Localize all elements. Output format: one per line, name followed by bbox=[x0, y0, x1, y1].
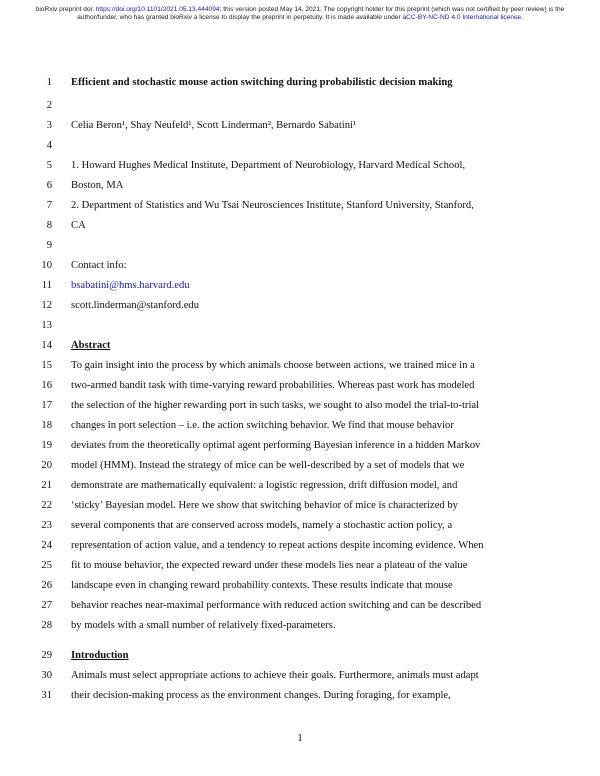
manuscript-line bbox=[0, 438, 600, 454]
manuscript-line bbox=[0, 498, 600, 514]
line-number: 25 bbox=[41, 560, 52, 571]
line-number: 4 bbox=[46, 140, 52, 151]
manuscript-line bbox=[0, 158, 600, 174]
manuscript-line bbox=[0, 318, 600, 334]
manuscript-line bbox=[0, 118, 600, 134]
author-list: Celia Beron¹, Shay Neufeld¹, Scott Linderman², Bernardo Sabatini¹ bbox=[71, 120, 357, 131]
line-text: 2. Department of Statistics and Wu Tsai Neurosciences Institute, Stanford University, Stanford, bbox=[71, 200, 474, 211]
line-text: Boston, MA bbox=[71, 180, 124, 191]
preprint-header bbox=[20, 6, 580, 22]
line-number: 5 bbox=[46, 160, 52, 171]
header-text-2: ; this version posted May 14, 2021. The copyright holder for this preprint (which was not certified by peer review) is the author/funder, who has granted bioRxiv a license to display the preprint in perpetuity. It is made available under a bbox=[77, 6, 565, 21]
manuscript-line bbox=[0, 218, 600, 234]
line-text: Contact info: bbox=[71, 260, 127, 271]
line-text: model (HMM). Instead the strategy of mice can be well-described by a set of models that we bbox=[71, 460, 465, 471]
line-text: two-armed bandit task with time-varying reward probabilities. Whereas past work has modeled bbox=[71, 380, 475, 391]
line-number: 9 bbox=[46, 240, 52, 251]
line-number: 20 bbox=[41, 460, 52, 471]
line-text: CA bbox=[71, 220, 86, 231]
manuscript-line bbox=[0, 178, 600, 194]
manuscript-line bbox=[0, 378, 600, 394]
line-text: fit to mouse behavior, the expected reward under these models lies near a plateau of the value bbox=[71, 560, 468, 571]
manuscript-line bbox=[0, 578, 600, 594]
manuscript-line bbox=[0, 558, 600, 574]
line-text: Animals must select appropriate actions to achieve their goals. Furthermore, animals must adapt bbox=[71, 670, 479, 681]
line-number: 12 bbox=[41, 300, 52, 311]
line-text: demonstrate are mathematically equivalent: a logistic regression, drift diffusion model, and bbox=[71, 480, 458, 491]
contact-email-link[interactable]: bsabatini@hms.harvard.edu bbox=[71, 280, 190, 291]
manuscript-line bbox=[0, 278, 600, 294]
line-number: 19 bbox=[41, 440, 52, 451]
manuscript-line bbox=[0, 198, 600, 214]
line-number: 2 bbox=[46, 100, 52, 111]
line-number: 17 bbox=[41, 400, 52, 411]
manuscript-line bbox=[0, 338, 600, 354]
line-number: 31 bbox=[41, 690, 52, 701]
line-number: 15 bbox=[41, 360, 52, 371]
manuscript-line bbox=[0, 98, 600, 114]
line-number: 29 bbox=[41, 650, 52, 661]
manuscript-line bbox=[0, 238, 600, 254]
line-number: 8 bbox=[46, 220, 52, 231]
manuscript-line bbox=[0, 478, 600, 494]
line-text: representation of action value, and a tendency to repeat actions despite incoming evidence. When bbox=[71, 540, 484, 551]
manuscript-line bbox=[0, 598, 600, 614]
line-number: 30 bbox=[41, 670, 52, 681]
line-text: their decision-making process as the environment changes. During foraging, for example, bbox=[71, 690, 451, 701]
line-text: ‘sticky’ Bayesian model. Here we show that switching behavior of mice is characterized by bbox=[71, 500, 458, 511]
manuscript-line bbox=[0, 648, 600, 664]
line-text: the selection of the higher rewarding port in such tasks, we sought to also model the trial-to-trial bbox=[71, 400, 480, 411]
paper-title: Efficient and stochastic mouse action switching during probabilistic decision making bbox=[71, 77, 453, 88]
manuscript-line bbox=[0, 358, 600, 374]
manuscript-line bbox=[0, 298, 600, 314]
line-number: 27 bbox=[41, 600, 52, 611]
line-number: 3 bbox=[46, 120, 52, 131]
line-text: several components that are conserved across models, namely a stochastic action policy, a bbox=[71, 520, 453, 531]
manuscript-line bbox=[0, 538, 600, 554]
page-number: 1 bbox=[297, 733, 303, 744]
line-number: 7 bbox=[46, 200, 52, 211]
introduction-heading: Introduction bbox=[71, 650, 129, 661]
line-number: 22 bbox=[41, 500, 52, 511]
line-text: deviates from the theoretically optimal agent performing Bayesian inference in a hidden Markov bbox=[71, 440, 481, 451]
contact-email-text: scott.linderman@stanford.edu bbox=[71, 300, 200, 311]
line-text: To gain insight into the process by which animals choose between actions, we trained mice in a bbox=[71, 360, 475, 371]
line-text: behavior reaches near-maximal performance with reduced action switching and can be described bbox=[71, 600, 482, 611]
manuscript-line bbox=[0, 688, 600, 704]
line-number: 21 bbox=[41, 480, 52, 491]
manuscript-line bbox=[0, 458, 600, 474]
manuscript-line bbox=[0, 518, 600, 534]
line-number: 28 bbox=[41, 620, 52, 631]
line-text: 1. Howard Hughes Medical Institute, Department of Neurobiology, Harvard Medical School, bbox=[71, 160, 466, 171]
manuscript-line bbox=[0, 618, 600, 634]
line-text: landscape even in changing reward probability contexts. These results indicate that mouse bbox=[71, 580, 453, 591]
manuscript-line bbox=[0, 668, 600, 684]
manuscript-line bbox=[0, 398, 600, 414]
line-number: 26 bbox=[41, 580, 52, 591]
line-number: 18 bbox=[41, 420, 52, 431]
manuscript-line bbox=[0, 138, 600, 154]
manuscript-line bbox=[0, 258, 600, 274]
line-number: 14 bbox=[41, 340, 52, 351]
line-number: 10 bbox=[41, 260, 52, 271]
line-number: 6 bbox=[46, 180, 52, 191]
abstract-heading: Abstract bbox=[71, 340, 111, 351]
header-text-1: bioRxiv preprint doi: bbox=[35, 6, 96, 13]
line-number: 24 bbox=[41, 540, 52, 551]
line-text: by models with a small number of relatively fixed-parameters. bbox=[71, 620, 336, 631]
header-text-3: . bbox=[521, 14, 523, 21]
doi-link[interactable]: https://doi.org/10.1101/2021.05.13.444094 bbox=[95, 6, 220, 13]
line-text: changes in port selection – i.e. the action switching behavior. We find that mouse behavior bbox=[71, 420, 454, 431]
line-number: 1 bbox=[46, 77, 52, 88]
line-number: 23 bbox=[41, 520, 52, 531]
manuscript-line bbox=[0, 75, 600, 91]
line-number: 13 bbox=[41, 320, 52, 331]
manuscript-line bbox=[0, 418, 600, 434]
line-number: 11 bbox=[41, 280, 52, 291]
line-number: 16 bbox=[41, 380, 52, 391]
license-link[interactable]: CC-BY-NC-ND 4.0 International license bbox=[406, 14, 521, 21]
